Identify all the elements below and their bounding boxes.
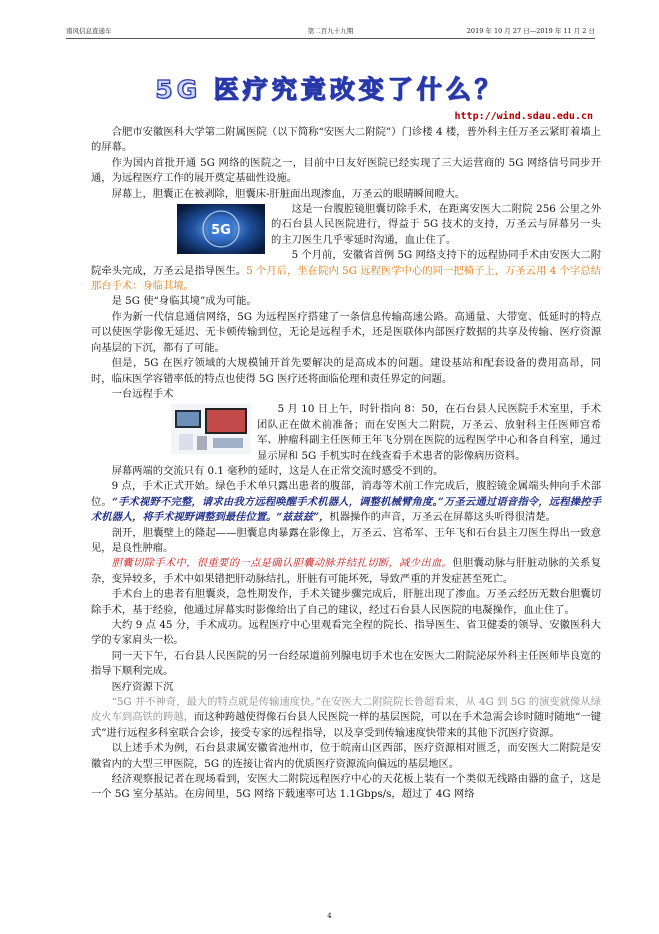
header-date-range: 2019 年 10 月 27 日—2019 年 11 月 2 日 <box>466 27 595 35</box>
section-heading: 一台远程手术 <box>111 387 174 400</box>
paragraph <box>91 248 601 294</box>
paragraph: 作为国内首批开通 5G 网络的医院之一，目前中日友好医院已经实现了三大运营商的 5G 网络信号同步开通，为远程医疗工作的展开奠定基础性设施。 <box>91 156 601 185</box>
paragraph-text: 5 月 10 日上午，时针指向 8：50，在石台县人民医院手术室里，手术团队正在做术前准备；而在安医大二附院，万圣云、放射科主任医师宫希军、肿瘤科副主任医师王年飞分别在医院的远程医学中心和各自科室，通过显示屏和 5G 手机实时在线查看手术患者的影像病历资料。 <box>257 403 601 462</box>
article-title: 5G 医疗究竟改变了什么？ <box>155 75 504 104</box>
header-issue: 第二百九十九期 <box>307 27 354 35</box>
paragraph <box>91 479 601 525</box>
article-body <box>91 125 601 803</box>
quoted-instruction: “手术视野不完整，请求由我方远程唤醒手术机器人，调整机械臂角度。”万圣云通过语音指令，远程操控手术机器人，将手术视野调整到最佳位置。“兹兹兹”， <box>91 495 601 524</box>
paragraph: 是 5G 使“身临其境”成为可能。 <box>111 295 257 308</box>
5g-illustration <box>177 204 265 254</box>
highlight-text: 5 个月后，坐在院内 5G 远程医学中心的同一把椅子上，万圣云用 4 个字总结那台手术：身临其境。 <box>91 264 601 293</box>
paragraph: 作为新一代信息通信网络，5G 为远程医疗搭建了一条信息传输高速公路。高通量、大带宽、低延时的特点可以使医学影像无延迟、无卡顿传输到位，无论是远程手术，还是医联体内部医疗数据的共享及传输、医疗资源向基层的下沉，都有了可能。 <box>91 310 601 354</box>
paragraph-text: 这是一台腹腔镜胆囊切除手术，在距离安医大二附院 256 公里之外的石台县人民医院进行，得益于 5G 技术的支持，万圣云与屏幕另一头的主刀医生几乎零延时沟通，血止住了。 <box>271 203 601 246</box>
5g-image-label: 5G <box>211 223 231 239</box>
source-link[interactable]: http://wind.sdau.edu.cn <box>454 111 593 122</box>
page-number: 4 <box>327 912 332 920</box>
paragraph-text: 机器操作的声音，万圣云在屏幕这头听得很清楚。 <box>329 511 556 524</box>
paragraph: 手术台上的患者有胆囊炎，急性期发作，手术关键步骤完成后，肝脏出现了渗血。万圣云经历无数台胆囊切除手术，基于经验，他通过屏幕实时影像给出了自己的建议，经过石台县人民医院的电凝操作，血止住了。 <box>91 588 601 616</box>
paragraph-text: 而这种跨越使得像石台县人民医院一样的基层医院，可以在手术急需会诊时随时随地“一键式”进行远程多科室联合会诊，接受专家的远程指导，以及享受到传输速度快带来的其他下沉医疗资源。 <box>91 711 602 739</box>
paragraph: 合肥市安徽医科大学第二附属医院（以下简称“安医大二附院”）门诊楼 4 楼，普外科主任万圣云紧盯着墙上的屏幕。 <box>91 126 601 154</box>
paragraph: 屏幕上，胆囊正在被剥除，胆囊床-肝脏面出现渗血，万圣云的眼睛瞬间瞪大。 <box>111 187 466 200</box>
paragraph: 剖开，胆囊壁上的隆起——胆囊息肉暴露在影像上，万圣云、宫希军、王年飞和石台县主刀医生得出一致意见，是良性肿瘤。 <box>91 526 601 554</box>
paragraph <box>91 402 601 464</box>
paragraph: 同一天下午，石台县人民医院的另一台经尿道前列腺电切手术也在安医大二附院泌尿外科主任医师毕良宽的指导下顺利完成。 <box>91 649 601 678</box>
paragraph: 大约 9 点 45 分，手术成功。远程医疗中心里观看完全程的院长、指导医生、省卫健委的领导、安徽医科大学的专家肩头一松。 <box>91 619 601 647</box>
header-publication: 南风信息直通车 <box>66 27 112 35</box>
paragraph: 屏幕两端的交流只有 0.1 毫秒的延时，这是人在正常交流时感受不到的。 <box>111 464 444 477</box>
paragraph-text: 9 点，手术正式开始。绿色手术单只露出患者的腹部，消毒等术前工作完成后，腹腔镜金属端头伸向手术部位。 <box>91 480 601 508</box>
section-heading: 医疗资源下沉 <box>111 680 174 693</box>
surgery-screen-image <box>171 404 251 454</box>
quote-text: “5G 并不神奇，最大的特点就是传输速度快。”在安医大二附院院长鲁超看来，从 4G 到 5G 的演变就像从绿皮火车到高铁的跨越， <box>91 696 601 724</box>
paragraph-text: 但胆囊动脉与肝脏动脉的关系复杂，变异较多，手术中如果错把肝动脉结扎，肝脏有可能坏死，导致严重的并发症甚至死亡。 <box>91 557 602 585</box>
paragraph-text: 5 个月前，安徽省首例 5G 网络支持下的远程协同手术由安医大二附院牵头完成，万圣云是指导医生。 <box>91 249 601 277</box>
highlight-text: 胆囊切除手术中，很重要的一点是确认胆囊动脉并结扎切断，减少出血。 <box>111 557 453 570</box>
paragraph: 经济观察报记者在现场看到，安医大二附院远程医疗中心的天花板上装有一个类似无线路由器的盒子，这是一个 5G 室分基站。在房间里，5G 网络下载速率可达 1.1Gbps/s，超过了 4G 网络 <box>91 773 601 801</box>
paragraph <box>91 695 601 741</box>
running-header <box>66 24 595 39</box>
paragraph <box>91 202 601 248</box>
paragraph <box>91 556 601 587</box>
paragraph: 但是，5G 在医疗领域的大规模铺开首先要解决的是高成本的问题。建设基站和配套设备的费用高昂，同时，临床医学容错率低的特点也使得 5G 医疗还将面临伦理和责任界定的问题。 <box>91 357 601 385</box>
paragraph: 以上述手术为例，石台县隶属安徽省池州市，位于皖南山区西部，医疗资源相对匮乏，而安医大二附院是安徽省内的大型三甲医院，5G 的连接让省内的优质医疗资源流向偏远的基层地区。 <box>91 742 601 770</box>
